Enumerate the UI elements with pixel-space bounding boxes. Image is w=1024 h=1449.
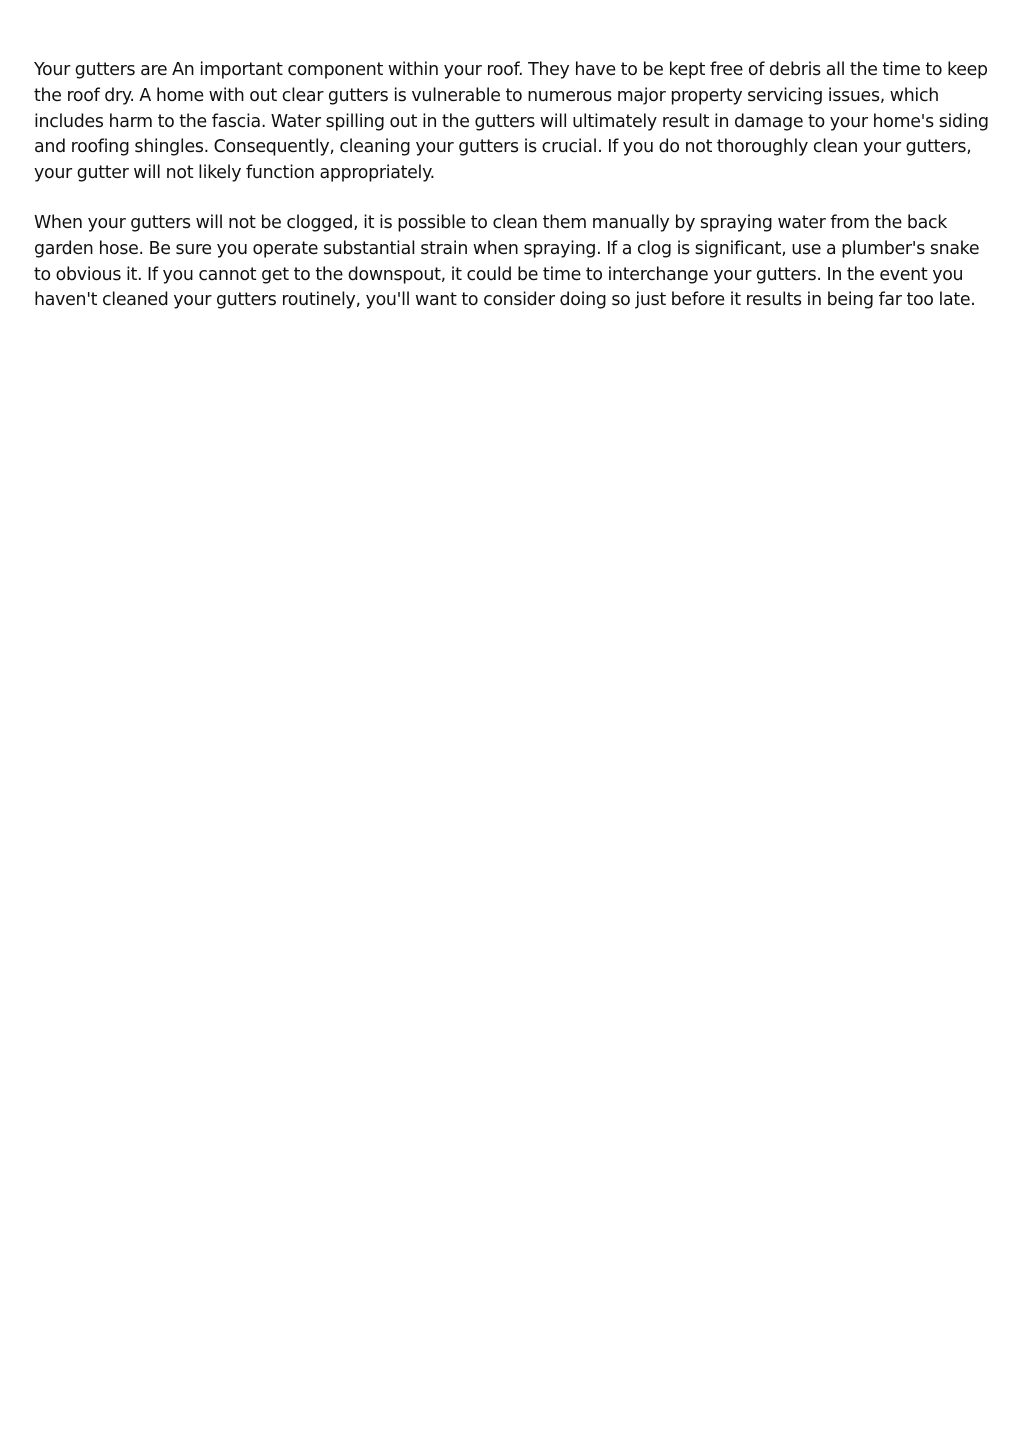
document-page bbox=[34, 58, 996, 338]
paragraph-gutter-importance: Your gutters are An important component within your roof. They have to be kept free of debris all the time to keep the roof dry. A home with out clear gutters is vulnerable to numerous major property servicing issues, which includes harm to the fascia. Water spilling out in the gutters will ultimately result in damage to your home's siding and roofing shingles. Consequently, cleaning your gutters is crucial. If you do not thoroughly clean your gutters, your gutter will not likely function appropriately. bbox=[34, 60, 989, 184]
paragraph-gutter-cleaning: When your gutters will not be clogged, it is possible to clean them manually by spraying water from the back garden hose. Be sure you operate substantial strain when spraying. If a clog is significant, use a plumber's snake to obvious it. If you cannot get to the downspout, it could be time to interchange your gutters. In the event you haven't cleaned your gutters routinely, you'll want to consider doing so just before it results in being far too late. bbox=[34, 212, 980, 311]
